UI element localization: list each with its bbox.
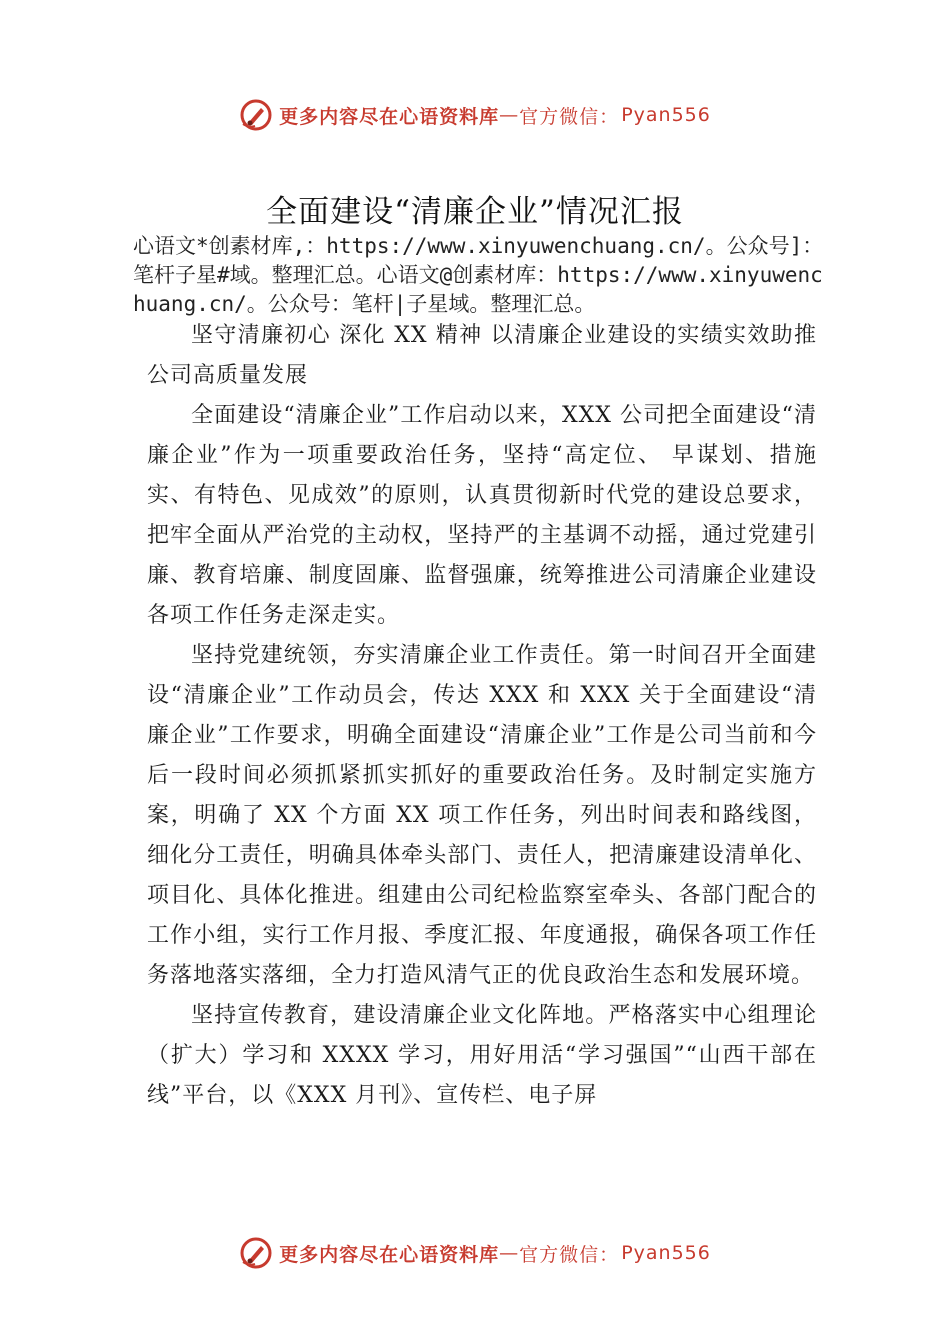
document-subtitle: 坚守清廉初心 深化 XX 精神 以清廉企业建设的实绩实效助推公司高质量发展 bbox=[147, 323, 817, 388]
banner-wechat-id: Pyan556 bbox=[621, 1242, 711, 1264]
paragraph: 坚持宣传教育，建设清廉企业文化阵地。严格落实中心组理论（扩大）学习和 XXXX 学习，用好用活“学习强国”“山西干部在线”平台，以《XXX 月刊》、宣传栏、电子屏 bbox=[147, 1003, 817, 1108]
banner-brand-text: 更多内容尽在心语资料库 bbox=[279, 105, 500, 128]
banner-wechat-label: 官方微信： bbox=[519, 105, 620, 128]
pen-nib-logo-icon bbox=[239, 1236, 273, 1270]
paragraph: 全面建设“清廉企业”工作启动以来，XXX 公司把全面建设“清廉企业”作为一项重要政治任务，坚持“高定位、 早谋划、措施实、有特色、见成效”的原则，认真贯彻新时代党的建设总要求，把牢全面从严治党的主动权，坚持严的主基调不动摇，通过党建引廉、教育培廉、制度固廉、监督强廉，统筹推进公司清廉企业建设各项工作任务走深走实。 bbox=[147, 403, 817, 628]
source-note: 心语文*创素材库,：https://www.xinyuwenchuang.cn/。公众号]：笔杆子星#域。整理汇总。心语文@创素材库：https://www.xinyuwenchuang.cn/。公众号：笔杆|子星域。整理汇总。 bbox=[133, 234, 824, 316]
paragraph: 坚持党建统领，夯实清廉企业工作责任。第一时间召开全面建设“清廉企业”工作动员会，传达 XXX 和 XXX 关于全面建设“清廉企业”工作要求，明确全面建设“清廉企业”工作是公司当前和今后一段时间必须抓紧抓实抓好的重要政治任务。及时制定实施方案，明确了 XX 个方面 XX 项工作任务，列出时间表和路线图，细化分工责任，明确具体牵头部门、责任人，把清廉建设清单化、项目化、具体化推进。组建由公司纪检监察室牵头、各部门配合的工作小组，实行工作月报、季度汇报、年度通报，确保各项工作任务落地落实落细，全力打造风清气正的优良政治生态和发展环境。 bbox=[147, 643, 817, 988]
document-title: 全面建设“清廉企业”情况汇报 bbox=[266, 194, 684, 230]
footer-watermark-banner bbox=[0, 1233, 950, 1273]
banner-wechat-label: 官方微信： bbox=[519, 1243, 620, 1266]
document-body bbox=[147, 316, 817, 1116]
pen-nib-logo-icon bbox=[239, 98, 273, 132]
banner-separator: — bbox=[499, 1242, 520, 1264]
banner-wechat-id: Pyan556 bbox=[621, 104, 711, 126]
header-watermark-banner bbox=[0, 95, 950, 135]
banner-brand-text: 更多内容尽在心语资料库 bbox=[279, 1243, 500, 1266]
banner-separator: — bbox=[499, 104, 520, 126]
